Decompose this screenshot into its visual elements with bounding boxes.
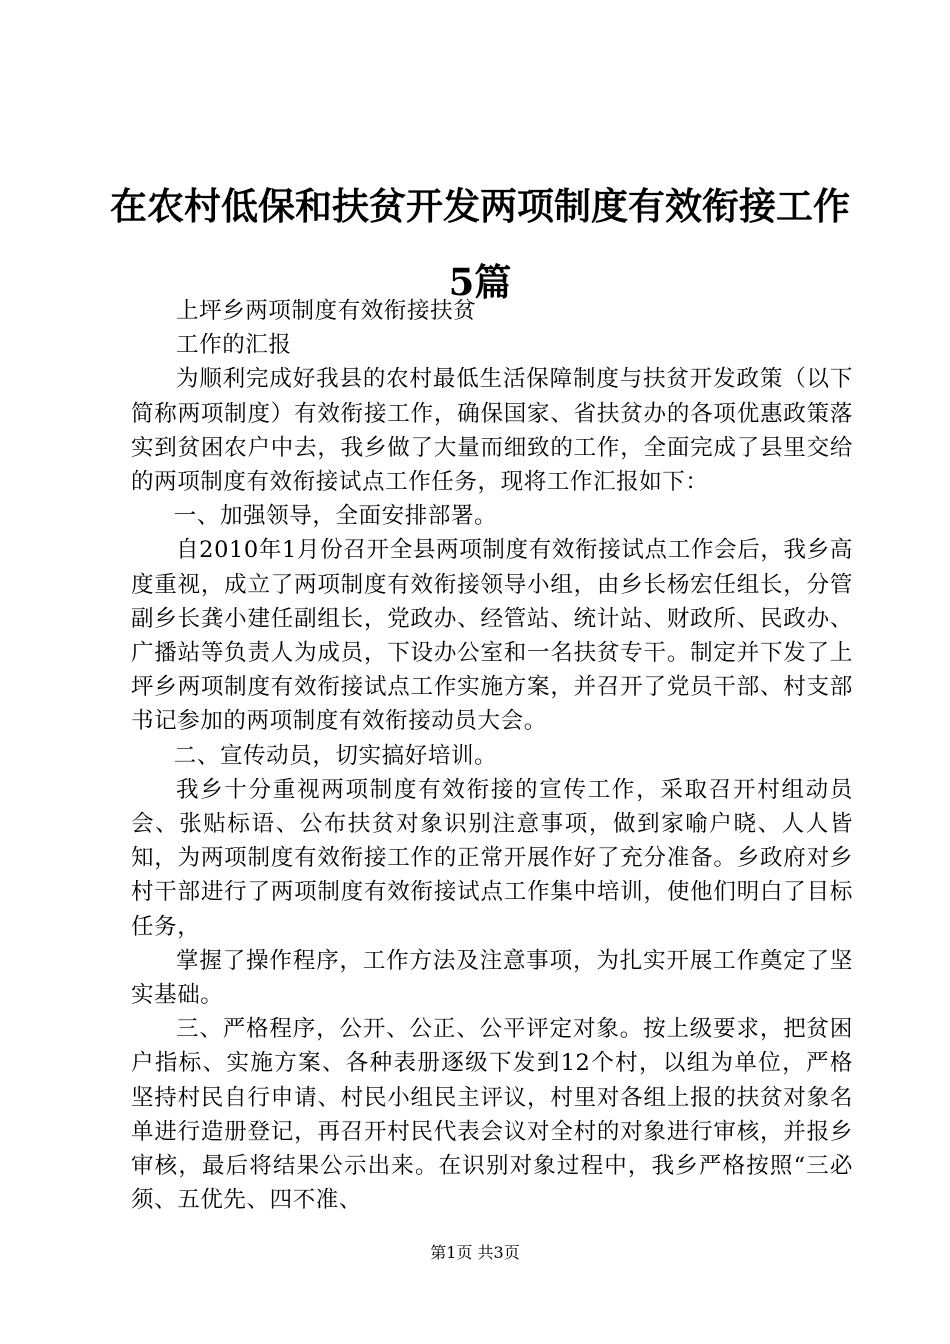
paragraph-section-2b: 掌握了操作程序，工作方法及注意事项，为扎实开展工作奠定了坚实基础。: [131, 947, 853, 1009]
paragraph-section-1: 自2010年1月份召开全县两项制度有效衔接试点工作会后，我乡高度重视，成立了两项制度有效衔接领导小组，由乡长杨宏任组长，分管副乡长龚小建任副组长，党政办、经管站、统计站、财政所、民政办、广播站等负责人为成员，下设办公室和一名扶贫专干。制定并下发了上坪乡两项制度有效衔接试点工作实施方案，并召开了党员干部、村支部书记参加的两项制度有效衔接动员大会。: [131, 537, 853, 735]
section-heading-1: 一、加强领导，全面安排部署。: [173, 503, 498, 530]
paragraph-intro: 为顺利完成好我县的农村最低生活保障制度与扶贫开发政策（以下简称两项制度）有效衔接工作，确保国家、省扶贫办的各项优惠政策落实到贫困农户中去，我乡做了大量而细致的工作，全面完成了县里交给的两项制度有效衔接试点工作任务，现将工作汇报如下：: [131, 366, 853, 496]
paragraph-subtitle-2: 工作的汇报: [176, 332, 292, 359]
paragraph-section-3: 三、严格程序，公开、公正、公平评定对象。按上级要求，把贫困户指标、实施方案、各种表册逐级下发到12个村，以组为单位，严格坚持村民自行申请、村民小组民主评议，村里对各组上报的扶贫对象名单进行造册登记，再召开村民代表会议对全村的对象进行审核，并报乡审核，最后将结果公示出来。在识别对象过程中，我乡严格按照“三必须、五优先、四不准、: [131, 1016, 853, 1214]
section-heading-2: 二、宣传动员，切实搞好培训。: [173, 742, 498, 769]
document-body: [131, 294, 853, 1217]
page-footer: 第1页 共3页: [430, 1243, 520, 1262]
paragraph-subtitle-1: 上坪乡两项制度有效衔接扶贫: [176, 298, 477, 324]
document-title: 在农村低保和扶贫开发两项制度有效衔接工作5篇: [110, 184, 850, 304]
paragraph-section-2a: 我乡十分重视两项制度有效衔接的宣传工作，采取召开村组动员会、张贴标语、公布扶贫对象识别注意事项，做到家喻户晓、人人皆知，为两项制度有效衔接工作的正常开展作好了充分准备。乡政府对乡村干部进行了两项制度有效衔接试点工作集中培训，使他们明白了目标任务，: [131, 776, 853, 940]
